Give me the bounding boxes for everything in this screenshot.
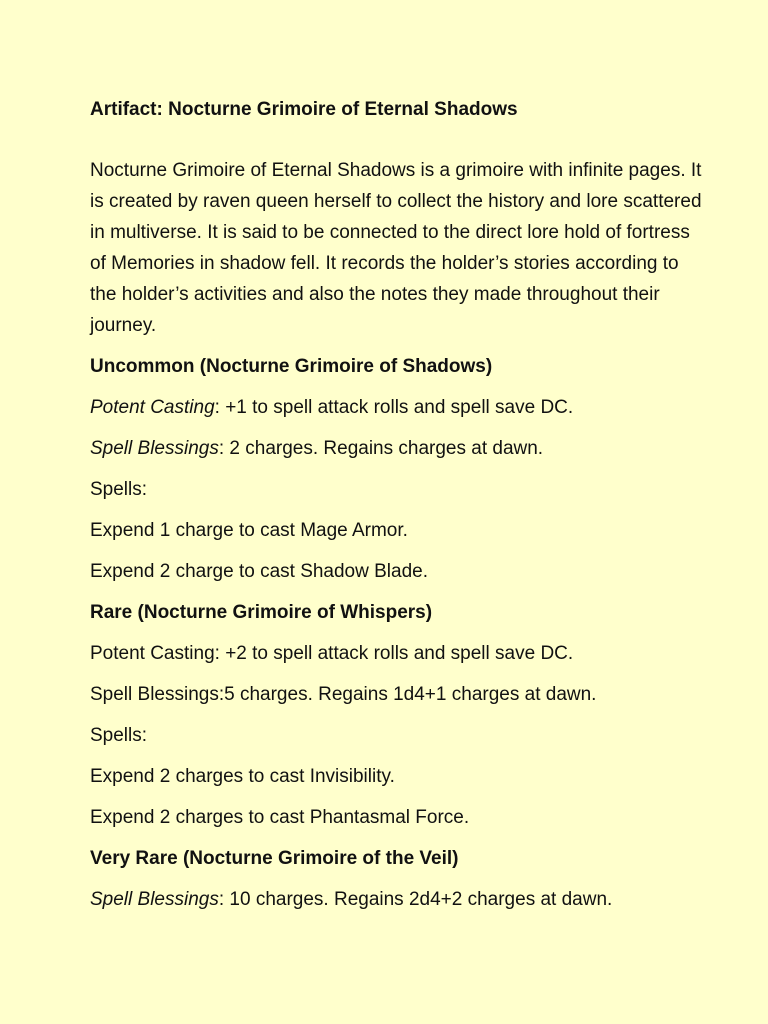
very-rare-blessings-text: : 10 charges. Regains 2d4+2 charges at dawn. xyxy=(218,889,613,910)
uncommon-potent-label: Potent Casting xyxy=(90,397,215,418)
document-title: Artifact: Nocturne Grimoire of Eternal Shadows xyxy=(90,99,518,120)
uncommon-blessings-text: : 2 charges. Regains charges at dawn. xyxy=(218,438,544,459)
uncommon-spell-blessings xyxy=(90,433,710,464)
rare-heading: Rare (Nocturne Grimoire of Whispers) xyxy=(90,602,433,623)
very-rare-blessings-label: Spell Blessings xyxy=(90,889,219,910)
very-rare-spell-blessings xyxy=(90,884,710,915)
rare-spell-blessings: Spell Blessings:5 charges. Regains 1d4+1 charges at dawn. xyxy=(90,684,597,705)
very-rare-heading: Very Rare (Nocturne Grimoire of the Veil) xyxy=(90,848,459,869)
uncommon-blessings-label: Spell Blessings xyxy=(90,438,219,459)
rare-spells-label: Spells: xyxy=(90,725,148,746)
rare-potent-casting: Potent Casting: +2 to spell attack rolls and spell save DC. xyxy=(90,643,574,664)
document-content xyxy=(90,94,710,925)
uncommon-potent-text: : +1 to spell attack rolls and spell save DC. xyxy=(214,397,574,418)
uncommon-spell-2: Expend 2 charge to cast Shadow Blade. xyxy=(90,561,429,582)
intro-paragraph: Nocturne Grimoire of Eternal Shadows is a grimoire with infinite pages. It is created by raven queen herself to collect the history and lore scattered in multiverse. It is said to be connected to the direct lore hold of fortress of Memories in shadow fell. It records the holder’s stories according to the holder’s activities and also the notes they made throughout their journey. xyxy=(90,160,702,336)
uncommon-spells-label: Spells: xyxy=(90,479,148,500)
uncommon-potent-casting xyxy=(90,392,710,423)
uncommon-heading: Uncommon (Nocturne Grimoire of Shadows) xyxy=(90,356,493,377)
uncommon-spell-1: Expend 1 charge to cast Mage Armor. xyxy=(90,520,408,541)
rare-spell-1: Expend 2 charges to cast Invisibility. xyxy=(90,766,395,787)
rare-spell-2: Expend 2 charges to cast Phantasmal Force. xyxy=(90,807,470,828)
